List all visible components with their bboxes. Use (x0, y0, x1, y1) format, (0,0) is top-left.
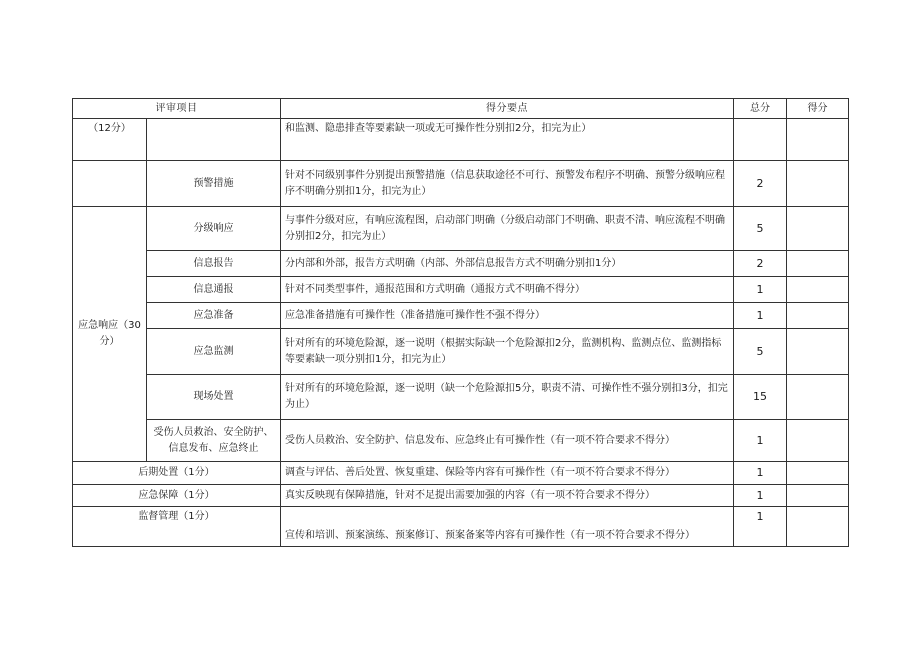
header-points: 得分要点 (281, 99, 734, 119)
table-row (73, 251, 849, 277)
total-cell: 1 (734, 420, 787, 462)
score-cell (787, 303, 849, 329)
points-cell: 调查与评估、善后处置、恢复重建、保险等内容有可操作性（有一项不符合要求不得分） (281, 462, 734, 485)
subitem-cell: 预警措施 (147, 161, 281, 207)
points-cell: 分内部和外部，报告方式明确（内部、外部信息报告方式不明确分别扣1分） (281, 251, 734, 277)
total-cell: 1 (734, 277, 787, 303)
score-cell (787, 329, 849, 375)
points-cell: 与事件分级对应，有响应流程图，启动部门明确（分级启动部门不明确、职责不清、响应流程不明确分别扣2分，扣完为止） (281, 207, 734, 251)
points-cell: 针对不同级别事件分别提出预警措施（信息获取途径不可行、预警发布程序不明确、预警分级响应程序不明确分别扣1分，扣完为止） (281, 161, 734, 207)
score-cell (787, 161, 849, 207)
score-cell (787, 119, 849, 161)
points-cell: 针对所有的环境危险源，逐一说明（缺一个危险源扣5分，职责不清、可操作性不强分别扣3分，扣完为止） (281, 375, 734, 420)
subitem-cell: 信息通报 (147, 277, 281, 303)
table-row (73, 119, 849, 161)
category-cell-emergency-response: 应急响应（30分） (73, 207, 147, 462)
table-row (73, 207, 849, 251)
subitem-cell: 应急准备 (147, 303, 281, 329)
total-cell: 15 (734, 375, 787, 420)
table-row (73, 277, 849, 303)
header-total: 总分 (734, 99, 787, 119)
total-cell: 2 (734, 161, 787, 207)
table-row (73, 462, 849, 485)
subitem-cell: 现场处置 (147, 375, 281, 420)
points-cell: 宣传和培训、预案演练、预案修订、预案备案等内容有可操作性（有一项不符合要求不得分） (281, 507, 734, 547)
header-row (73, 99, 849, 119)
total-cell: 1 (734, 462, 787, 485)
table-row (73, 485, 849, 507)
points-cell: 针对不同类型事件，通报范围和方式明确（通报方式不明确不得分） (281, 277, 734, 303)
table-row (73, 420, 849, 462)
subitem-cell: 应急监测 (147, 329, 281, 375)
total-cell: 1 (734, 485, 787, 507)
score-cell (787, 375, 849, 420)
points-cell: 受伤人员救治、安全防护、信息发布、应急终止有可操作性（有一项不符合要求不得分） (281, 420, 734, 462)
points-cell: 应急准备措施有可操作性（准备措施可操作性不强不得分） (281, 303, 734, 329)
total-cell: 5 (734, 329, 787, 375)
table-row (73, 303, 849, 329)
score-cell (787, 485, 849, 507)
score-cell (787, 462, 849, 485)
category-cell: 后期处置（1分） (73, 462, 281, 485)
score-cell (787, 251, 849, 277)
total-cell: 1 (734, 303, 787, 329)
points-cell: 真实反映现有保障措施，针对不足提出需要加强的内容（有一项不符合要求不得分） (281, 485, 734, 507)
subitem-cell: 分级响应 (147, 207, 281, 251)
evaluation-table (72, 98, 849, 547)
total-cell (734, 119, 787, 161)
table-row (73, 507, 849, 547)
points-cell: 和监测、隐患排查等要素缺一项或无可操作性分别扣2分，扣完为止） (281, 119, 734, 161)
header-score: 得分 (787, 99, 849, 119)
score-cell (787, 420, 849, 462)
total-cell: 5 (734, 207, 787, 251)
table-row (73, 329, 849, 375)
subitem-cell: 信息报告 (147, 251, 281, 277)
total-cell: 2 (734, 251, 787, 277)
category-cell: 应急保障（1分） (73, 485, 281, 507)
subitem-cell (147, 119, 281, 161)
category-cell: （12分） (73, 119, 147, 161)
score-cell (787, 507, 849, 547)
table-row (73, 375, 849, 420)
category-cell (73, 161, 147, 207)
subitem-cell: 受伤人员救治、安全防护、信息发布、应急终止 (147, 420, 281, 462)
header-item: 评审项目 (73, 99, 281, 119)
score-cell (787, 277, 849, 303)
total-cell: 1 (734, 507, 787, 547)
category-cell: 监督管理（1分） (73, 507, 281, 547)
points-cell: 针对所有的环境危险源，逐一说明（根据实际缺一个危险源扣2分，监测机构、监测点位、监测指标等要素缺一项分别扣1分，扣完为止） (281, 329, 734, 375)
score-cell (787, 207, 849, 251)
table-row (73, 161, 849, 207)
